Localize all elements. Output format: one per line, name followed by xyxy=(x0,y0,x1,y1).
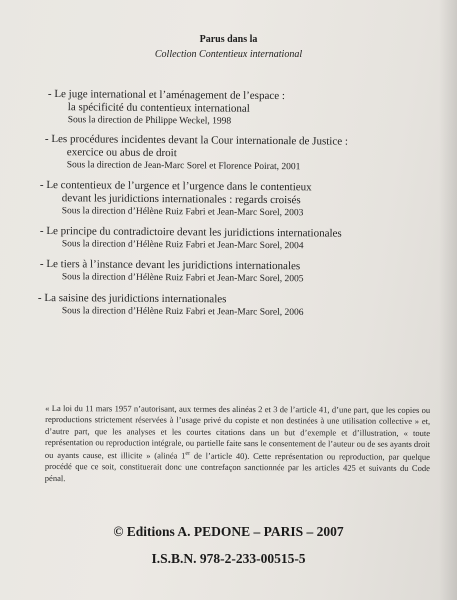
entry-title: - Le principe du contradictoire devant les juridictions internationales xyxy=(39,225,342,240)
entry-title: - Le juge international et l’aménagement de l’espace : xyxy=(47,88,285,103)
parus-heading: Parus dans la xyxy=(199,34,258,45)
entry-title: - Les procédures incidentes devant la Cour internationale de Justice : xyxy=(44,133,349,148)
entry-editor: Sous la direction d’Hélène Ruiz Fabri et Jean-Marc Sorel, 2004 xyxy=(61,239,304,252)
legal-notice xyxy=(45,403,430,486)
entry-subtitle: devant les juridictions internationales : regards croisés xyxy=(61,192,301,207)
entry-editor: Sous la direction de Philippe Weckel, 1998 xyxy=(67,115,232,127)
copyright-line: © Editions A. PEDONE – PARIS – 2007 xyxy=(113,524,344,539)
entry-editor: Sous la direction d’Hélène Ruiz Fabri et Jean-Marc Sorel, 2006 xyxy=(61,306,304,318)
isbn-line: I.S.B.N. 978-2-233-00515-5 xyxy=(151,551,306,566)
legal-notice-superscript: er xyxy=(185,450,191,457)
entry-editor: Sous la direction d’Hélène Ruiz Fabri et Jean-Marc Sorel, 2005 xyxy=(61,272,304,285)
entry-editor: Sous la direction d’Hélène Ruiz Fabri et Jean-Marc Sorel, 2003 xyxy=(61,206,304,219)
entry-title: - La saisine des juridictions internationales xyxy=(37,292,227,306)
legal-notice-text: « La loi du 11 mars 1957 n’autorisant, aux termes des alinéas 2 et 3 de l’article 41, d’une part, que les copies ou reproductions strictement réservées à l’usage privé du copiste et non destinées à une utilisation collective » et, d’autre part, que les analyses et les courtes citations dans un but d’exemple et d’illustration, « toute représentation ou reproduction intégrale, ou partielle faite sans le consentement de l’auteur ou de ses ayants droit ou ayants cause, est illicite » (alinéa 1 xyxy=(44,402,431,461)
entry-subtitle: exercice ou abus de droit xyxy=(66,146,177,160)
entry-title: - Le contentieux de l’urgence et l’urgence dans le contentieux xyxy=(39,179,312,194)
entry-title: - Le tiers à l’instance devant les juridictions internationales xyxy=(39,258,301,273)
collection-title: Collection Contentieux international xyxy=(154,49,303,60)
entry-editor: Sous la direction de Jean-Marc Sorel et Florence Poirat, 2001 xyxy=(66,160,301,173)
entry-subtitle: la spécificité du contentieux international xyxy=(67,101,250,115)
legal-notice-text-cont: de l’article 40). Cette représentation ou reproduction, par quelque procédé que ce soit, constituerait donc une contrefaçon sanctionnée par les articles 425 et suivants du Code pénal. xyxy=(44,450,430,483)
